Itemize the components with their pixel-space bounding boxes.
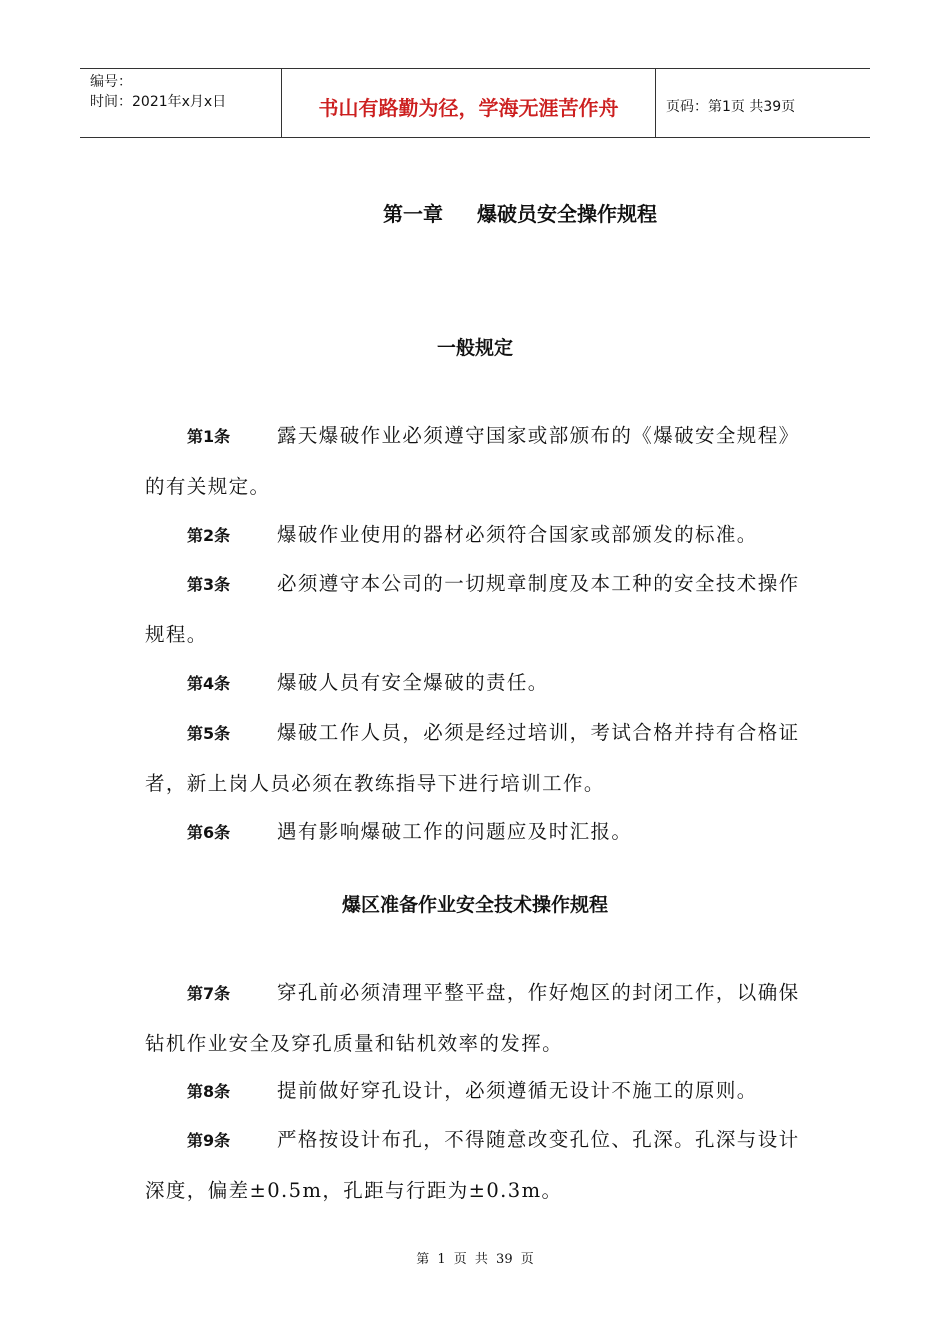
article-text: 爆破工作人员，必须是经过培训，考试合格并持有合格证者，新上岗人员必须在教练指导下进行培训工作。: [145, 721, 800, 795]
header-page-info: 页码：第1页 共39页: [666, 99, 796, 115]
article-text: 严格按设计布孔，不得随意改变孔位、孔深。孔深与设计深度，偏差±0.5m，孔距与行距为±0.3m。: [145, 1128, 800, 1202]
article-2: [145, 510, 807, 561]
header-code-label: 编号：: [90, 74, 132, 90]
article-9: [145, 1115, 807, 1216]
article-7: [145, 968, 807, 1069]
chapter-heading: [383, 198, 657, 227]
article-number: 第9条: [187, 1131, 231, 1150]
article-4: [145, 658, 807, 709]
article-1: [145, 411, 807, 512]
article-text: 露天爆破作业必须遵守国家或部颁布的《爆破安全规程》的有关规定。: [145, 424, 800, 498]
page-header: [80, 68, 870, 138]
article-number: 第6条: [187, 823, 231, 842]
header-time-label: 时间：2021年x月x日: [90, 94, 227, 110]
page-footer: 第 1 页 共 39 页: [416, 1252, 534, 1267]
article-5: [145, 708, 807, 809]
article-number: 第1条: [187, 427, 231, 446]
section-title-blast-prep: 爆区准备作业安全技术操作规程: [341, 894, 608, 916]
article-number: 第4条: [187, 674, 231, 693]
article-text: 爆破人员有安全爆破的责任。: [277, 671, 549, 694]
chapter-title: 爆破员安全操作规程: [477, 202, 657, 226]
article-text: 穿孔前必须清理平整平盘，作好炮区的封闭工作，以确保钻机作业安全及穿孔质量和钻机效率的发挥。: [145, 981, 800, 1055]
article-number: 第7条: [187, 984, 231, 1003]
article-text: 爆破作业使用的器材必须符合国家或部颁发的标准。: [277, 523, 758, 546]
article-number: 第5条: [187, 724, 231, 743]
article-number: 第8条: [187, 1082, 231, 1101]
article-text: 遇有影响爆破工作的问题应及时汇报。: [277, 820, 633, 843]
article-text: 提前做好穿孔设计，必须遵循无设计不施工的原则。: [277, 1079, 758, 1102]
header-motto: 书山有路勤为径，学海无涯苦作舟: [282, 69, 656, 137]
article-number: 第3条: [187, 575, 231, 594]
article-8: [145, 1066, 807, 1117]
article-3: [145, 559, 807, 660]
article-number: 第2条: [187, 526, 231, 545]
article-text: 必须遵守本公司的一切规章制度及本工种的安全技术操作规程。: [145, 572, 800, 646]
section-title-general: 一般规定: [436, 337, 513, 359]
article-6: [145, 807, 807, 858]
header-meta: [80, 69, 282, 137]
chapter-number: 第一章: [383, 202, 443, 226]
